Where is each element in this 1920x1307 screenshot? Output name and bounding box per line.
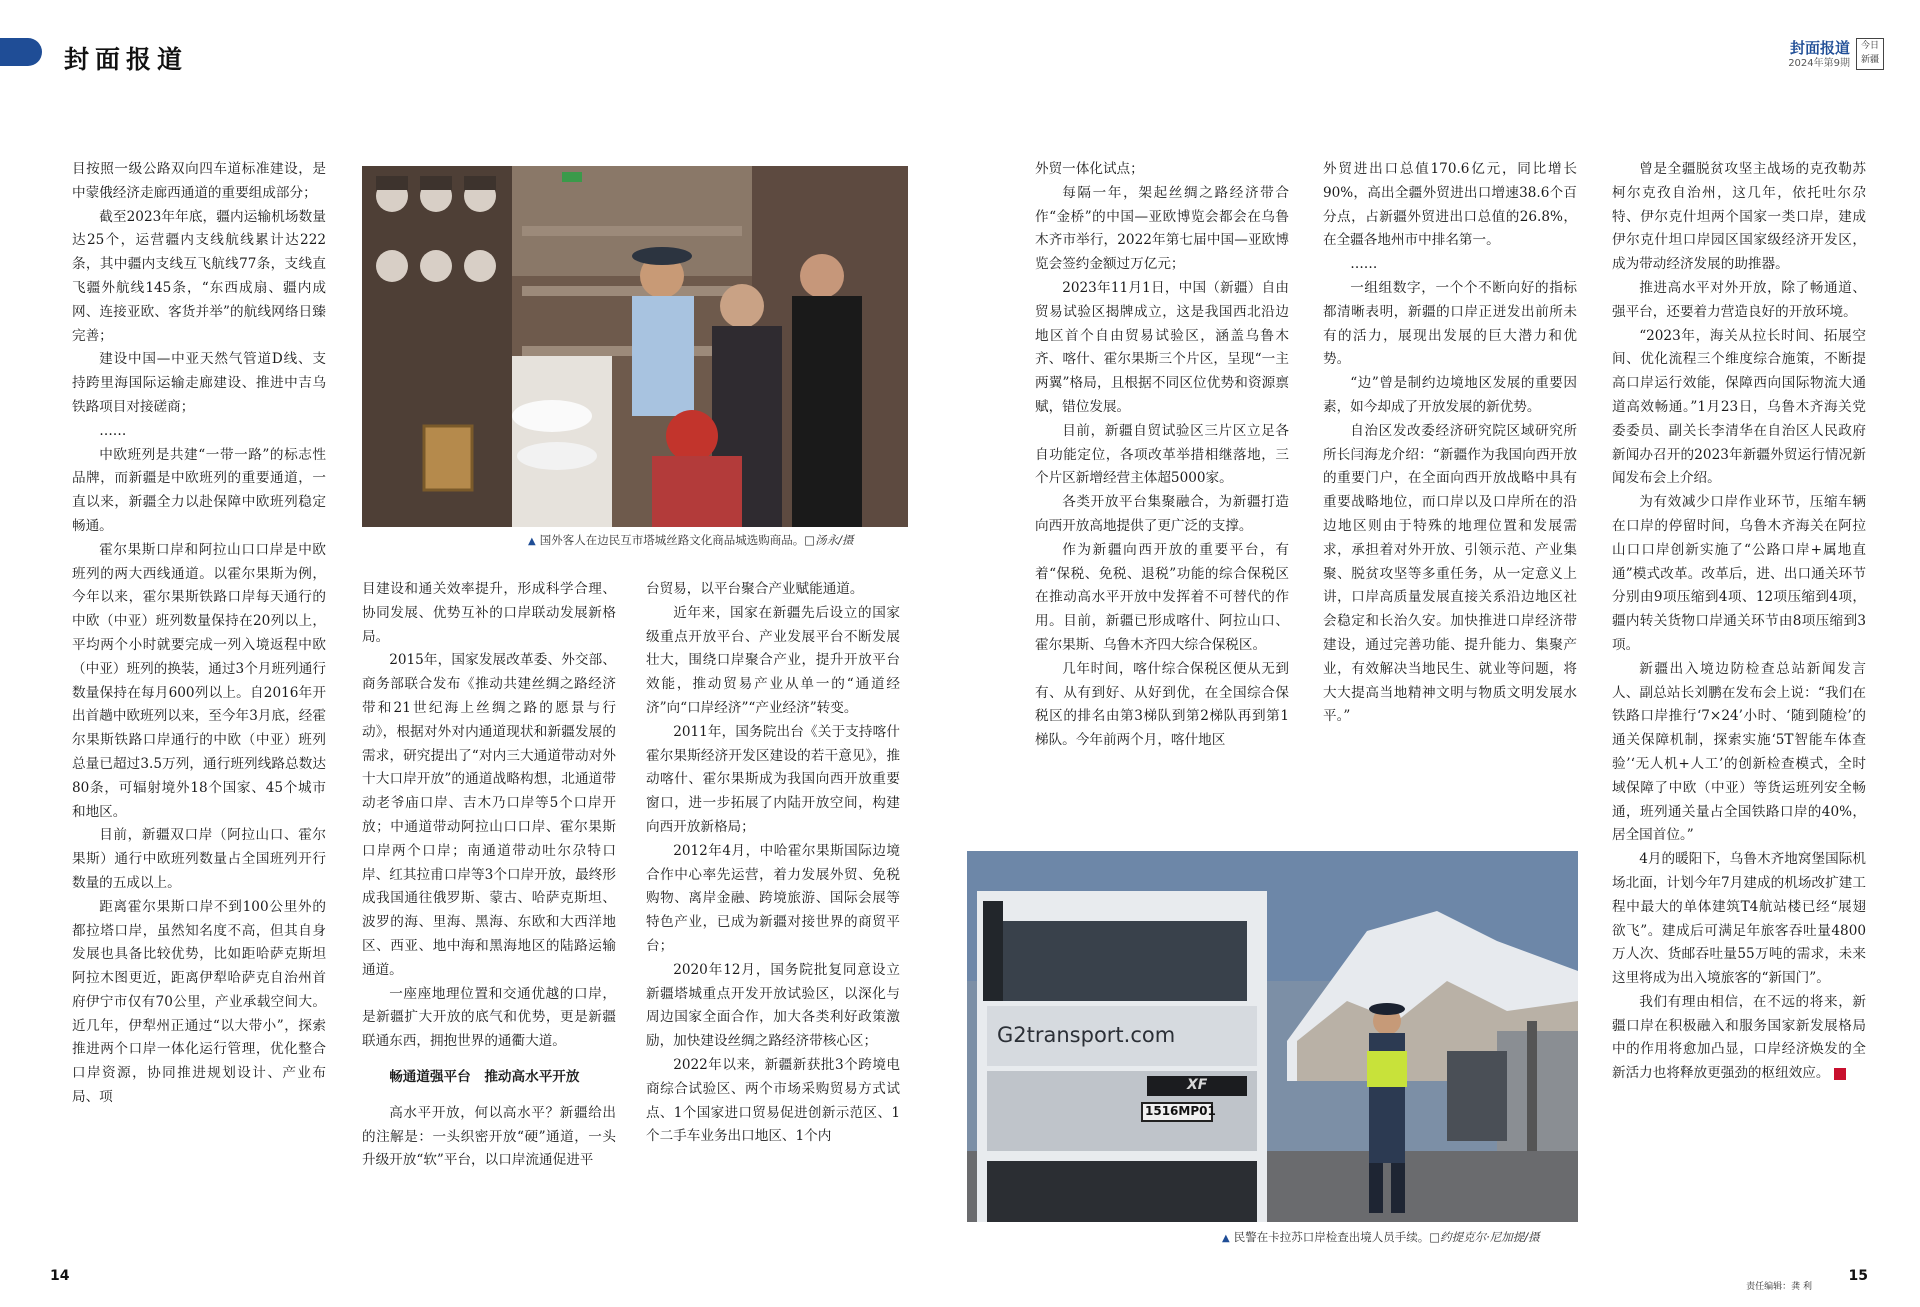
article-paragraph: 曾是全疆脱贫攻坚主战场的克孜勒苏柯尔克孜自治州，这几年，依托吐尔尕特、伊尔克什坦两个国家一类口岸，建成伊尔克什坦口岸园区国家级经济开发区，成为带动经济发展的助推器。: [1612, 161, 1866, 273]
article-paragraph: 2020年12月，国务院批复同意设立新疆塔城重点开发开放试验区，以深化与周边国家全面合作，加大各类利好政策激励，加快建设丝绸之路经济带核心区；: [646, 961, 900, 1050]
article-paragraph: ……: [99, 422, 127, 439]
article-paragraph: 2012年4月，中哈霍尔果斯国际边境合作中心率先运营，着力发展外贸、免税购物、离岸金融、跨境旅游、国际会展等特色产业，已成为新疆对接世界的商贸平台；: [646, 842, 900, 954]
page-number-left: 14: [50, 1268, 70, 1284]
responsible-editor: 责任编辑：龚 利: [1746, 1282, 1812, 1292]
article-paragraph: 目按照一级公路双向四车道标准建设，是中蒙俄经济走廊西通道的重要组成部分；: [72, 161, 326, 201]
issue-number: 2024年第9期: [1788, 58, 1850, 69]
truck-license-plate: 1516MP01: [1145, 1104, 1216, 1118]
article-paragraph: 建设中国—中亚天然气管道D线、支持跨里海国际运输走廊建设、推进中吉乌铁路项目对接磋商；: [72, 351, 326, 415]
article-paragraph: 推进高水平对外开放，除了畅通道、强平台，还要着力营造良好的开放环境。: [1612, 279, 1866, 320]
article-paragraph: 台贸易，以平台聚合产业赋能通道。: [646, 581, 864, 597]
page-number-right: 15: [1848, 1268, 1868, 1284]
article-paragraph: 新疆出入境边防检查总站新闻发言人、副总站长刘鹏在发布会上说：“我们在铁路口岸推行‘7×24’小时、‘随到随检’的通关保障机制，探索实施‘5T智能车体查验’‘无人机+人工’的创新检查模式，全时域保障了中欧（中亚）等货运班列安全畅通，班列通关量占全国铁路口岸的40%，居全国首位。”: [1612, 660, 1866, 844]
running-head: [1788, 40, 1850, 70]
photo-hat-market: [362, 166, 908, 527]
magazine-logo: 今日 新疆: [1856, 38, 1884, 70]
article-paragraph: 距离霍尔果斯口岸不到100公里外的都拉塔口岸，虽然知名度不高，但其自身发展也具备比较优势，比如距哈萨克斯坦阿拉木图更近，距离伊犁哈萨克自治州首府伊宁市仅有70公里，产业承载空间大。近几年，伊犁州正通过“以大带小”，探索推进两个口岸一体化运行管理，优化整合口岸资源，协同推进规划设计、产业布局、项: [72, 898, 326, 1106]
article-paragraph: 霍尔果斯口岸和阿拉山口口岸是中欧班列的两大西线通道。以霍尔果斯为例，今年以来，霍尔果斯铁路口岸每天通行的中欧（中亚）班列数量保持在20列以上，平均两个小时就要完成一列入境返程中欧（中亚）班列的换装，通过3个月班列通行数量保持在每月600列以上。自2016年开出首趟中欧班列以来，至今年3月底，经霍尔果斯铁路口岸通行的中欧（中亚）班列总量已超过3.5万列，通行班列线路总数达80条，可辐射境外18个国家、45个城市和地区。: [72, 541, 326, 820]
article-paragraph: “边”曾是制约边境地区发展的重要因素，如今却成了开放发展的新优势。: [1323, 375, 1577, 415]
photo-caption-2: [1222, 1229, 1540, 1245]
article-paragraph: 一座座地理位置和交通优越的口岸，是新疆扩大开放的底气和优势，更是新疆联通东西，拥抱世界的通衢大道。: [362, 985, 616, 1050]
article-paragraph: 中欧班列是共建“一带一路”的标志性品牌，而新疆是中欧班列的重要通道，一直以来，新疆全力以赴保障中欧班列稳定畅通。: [72, 446, 326, 534]
photo-credit: □汤永/摄: [804, 533, 854, 547]
caption-text: 国外客人在边民互市塔城丝路文化商品城选购商品。: [539, 533, 805, 547]
truck-model-badge: XF: [1187, 1077, 1208, 1093]
article-paragraph: 2023年11月1日，中国（新疆）自由贸易试验区揭牌成立，这是我国西北沿边地区首个自由贸易试验区，涵盖乌鲁木齐、喀什、霍尔果斯三个片区，呈现“一主两翼”格局，且根据不同区位优势和资源禀赋，错位发展。: [1035, 279, 1289, 415]
article-paragraph: 外贸进出口总值170.6亿元，同比增长90%，高出全疆外贸进出口增速38.6个百分点，占新疆外贸进出口总值的26.8%，在全疆各地州市中排名第一。: [1323, 161, 1577, 249]
article-paragraph: 我们有理由相信，在不远的将来，新疆口岸在积极融入和服务国家新发展格局中的作用将愈加凸显，口岸经济焕发的全新活力也将释放更强劲的枢纽效应。 J: [1612, 993, 1866, 1082]
section-tab-marker: [0, 38, 42, 66]
article-paragraph: 作为新疆向西开放的重要平台，有着“保税、免税、退税”功能的综合保税区在推动高水平开放中发挥着不可替代的作用。目前，新疆已形成喀什、阿拉山口、霍尔果斯、乌鲁木齐四大综合保税区。: [1035, 541, 1289, 653]
article-paragraph: 目前，新疆自贸试验区三片区立足各自功能定位，各项改革举措相继落地，三个片区新增经营主体超5000家。: [1035, 422, 1289, 487]
caption-triangle-icon: ▲: [1222, 1233, 1230, 1244]
article-paragraph: 2015年，国家发展改革委、外交部、商务部联合发布《推动共建丝绸之路经济带和21世纪海上丝绸之路的愿景与行动》，根据对外对内通道现状和新疆发展的需求，研究提出了“对内三大通道带动对外十大口岸开放”的通道战略构想，北通道带动老爷庙口岸、吉木乃口岸等5个口岸开放；中通道带动阿拉山口口岸、霍尔果斯口岸两个口岸；南通道带动吐尔尕特口岸、红其拉甫口岸等3个口岸开放，最终形成我国通往俄罗斯、蒙古、哈萨克斯坦、波罗的海、里海、黑海、东欧和大西洋地区、西亚、地中海和黑海地区的陆路运输通道。: [362, 652, 616, 978]
article-paragraph: 一组组数字，一个个不断向好的指标都清晰表明，新疆的口岸正迸发出前所未有的活力，展现出发展的巨大潜力和优势。: [1323, 279, 1577, 368]
article-paragraph: 为有效减少口岸作业环节，压缩车辆在口岸的停留时间，乌鲁木齐海关在阿拉山口口岸创新实施了“公路口岸+属地直通”模式改革。改革后，进、出口通关环节分别由9项压缩到4项、12项压缩到4项，疆内转关货物口岸通关环节由8项压缩到3项。: [1612, 494, 1866, 653]
article-end-mark-icon: J: [1834, 1068, 1846, 1080]
article-paragraph: 4月的暖阳下，乌鲁木齐地窝堡国际机场北面，计划今年7月建成的机场改扩建工程中最大的单体建筑T4航站楼已经“展翅欲飞”。建成后可满足年旅客吞吐量4800万人次、货邮吞吐量55万吨的需求，未来这里将成为出入境旅客的“新国门”。: [1612, 851, 1866, 987]
caption-triangle-icon: ▲: [528, 536, 536, 547]
article-column-4: [1035, 158, 1289, 838]
article-column-5: [1323, 158, 1577, 838]
article-paragraph: 每隔一年，架起丝绸之路经济带合作“金桥”的中国—亚欧博览会都会在乌鲁木齐市举行，2022年第七届中国—亚欧博览会签约金额过万亿元；: [1035, 184, 1289, 273]
section-title: 封面报道: [64, 45, 189, 74]
photo-border-check: [967, 851, 1578, 1222]
article-paragraph: 2022年以来，新疆新获批3个跨境电商综合试验区、两个市场采购贸易方式试点、1个国家进口贸易促进创新示范区、1个二手车业务出口地区、1个内: [646, 1056, 900, 1145]
article-column-3: [646, 578, 900, 1260]
article-column-1: [72, 158, 326, 1258]
article-paragraph: 各类开放平台集聚融合，为新疆打造向西开放高地提供了更广泛的支撑。: [1035, 494, 1289, 534]
article-paragraph: 外贸一体化试点；: [1035, 161, 1144, 177]
article-paragraph: 高水平开放，何以高水平？新疆给出的注解是：一头织密开放“硬”通道，一头升级开放“软”平台，以口岸流通促进平: [362, 1104, 616, 1169]
hat-shop-illustration: [362, 166, 908, 527]
article-column-6: [1612, 158, 1866, 1258]
subheading: 畅通道强平台 推动高水平开放: [389, 1068, 580, 1085]
article-paragraph: 截至2023年年底，疆内运输机场数量达25个，运营疆内支线航线累计达222条，其中疆内支线互飞航线77条，支线直飞疆外航线145条，“东西成扇、疆内成网、连接亚欧、客货并举”的航线网络日臻完善；: [72, 208, 326, 344]
running-head-title: 封面报道: [1789, 39, 1850, 57]
photo-credit: □约提克尔·尼加提/摄: [1429, 1230, 1540, 1244]
article-paragraph: 近年来，国家在新疆先后设立的国家级重点开放平台、产业发展平台不断发展壮大，围绕口岸聚合产业，提升开放平台效能，推动贸易产业从单一的“通道经济”向“口岸经济”“产业经济”转变。: [646, 604, 900, 716]
truck-sign-url: G2transport.com: [997, 1023, 1176, 1047]
article-paragraph: 几年时间，喀什综合保税区便从无到有、从有到好、从好到优，在全国综合保税区的排名由第3梯队到第2梯队再到第1梯队。今年前两个月，喀什地区: [1035, 660, 1289, 749]
caption-text: 民警在卡拉苏口岸检查出境人员手续。: [1233, 1230, 1430, 1244]
article-paragraph: 目前，新疆双口岸（阿拉山口、霍尔果斯）通行中欧班列数量占全国班列开行数量的五成以上。: [72, 827, 326, 891]
article-paragraph: ……: [1350, 256, 1378, 273]
article-column-2: [362, 578, 616, 1260]
article-paragraph: 目建设和通关效率提升，形成科学合理、协同发展、优势互补的口岸联动发展新格局。: [362, 581, 616, 645]
article-paragraph: 2011年，国务院出台《关于支持喀什霍尔果斯经济开发区建设的若干意见》，推动喀什、霍尔果斯成为我国向西开放重要窗口，进一步拓展了内陆开放空间，构建向西开放新格局；: [646, 723, 900, 835]
article-paragraph: “2023年，海关从拉长时间、拓展空间、优化流程三个维度综合施策，不断提高口岸运行效能，保障西向国际物流大通道高效畅通。”1月23日，乌鲁木齐海关党委委员、副关长李清华在自治区人民政府新闻办召开的2023年新疆外贸运行情况新闻发布会上介绍。: [1612, 327, 1866, 487]
article-paragraph: 自治区发改委经济研究院区域研究所所长闫海龙介绍：“新疆作为我国向西开放的重要门户，在全面向西开放战略中具有重要战略地位，而口岸以及口岸所在的沿边地区则由于特殊的地理位置和发展需求，承担着对外开放、引领示范、产业集聚、脱贫攻坚等多重任务，从一定意义上讲，口岸高质量发展直接关系沿边地区社会稳定和长治久安。加快推进口岸经济带建设，通过完善功能、提升能力、集聚产业，有效解决当地民生、就业等问题，将大大提高当地精神文明与物质文明发展水平。”: [1323, 422, 1577, 725]
photo-caption-1: [528, 532, 853, 548]
